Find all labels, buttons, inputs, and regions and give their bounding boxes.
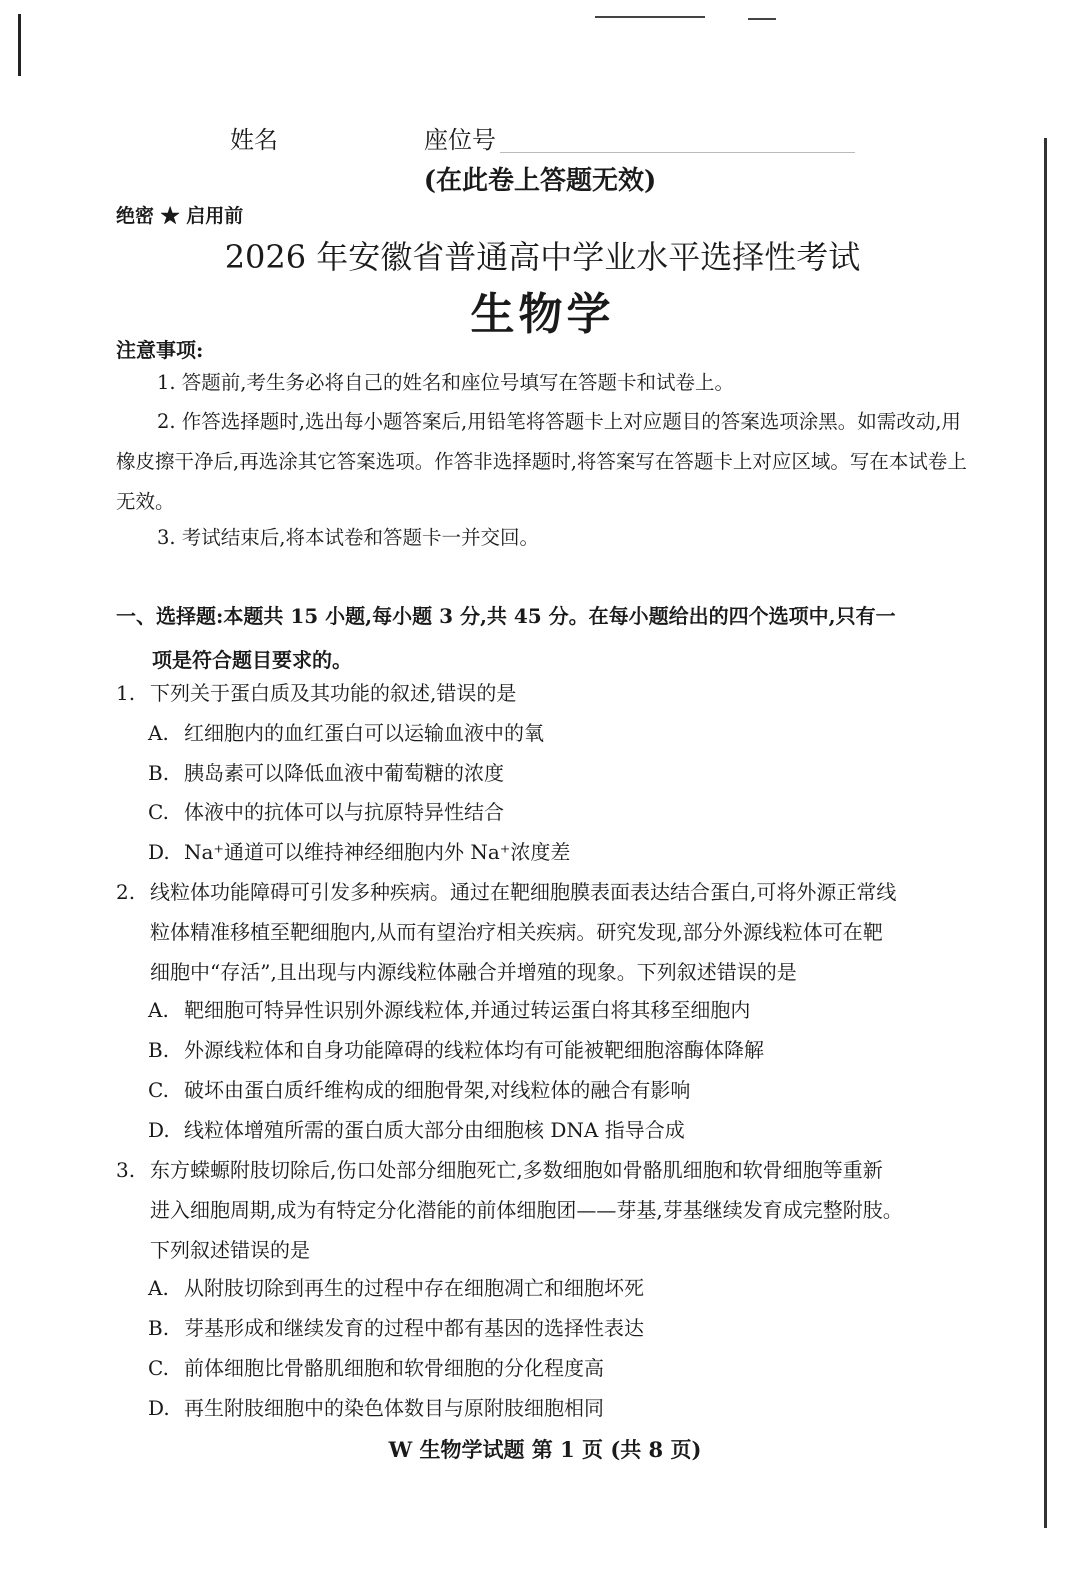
question-stem: [116, 673, 978, 713]
answer-option: [148, 753, 504, 793]
option-letter: A.: [148, 998, 169, 1022]
scan-edge-line: [1044, 138, 1047, 1528]
option-text: Na⁺通道可以维持神经细胞内外 Na⁺浓度差: [184, 840, 571, 864]
answer-option: [148, 832, 570, 872]
answer-option: [148, 1388, 604, 1428]
option-letter: D.: [148, 840, 170, 864]
page-footer: W 生物学试题 第 1 页 (共 8 页): [388, 1437, 702, 1462]
answer-option: [148, 1268, 644, 1308]
notice-heading: 注意事项:: [116, 338, 204, 362]
question-number: 1.: [116, 681, 136, 705]
question-text: 下列叙述错误的是: [150, 1238, 310, 1262]
section-heading-line: 一、选择题:本题共 15 小题,每小题 3 分,共 45 分。在每小题给出的四个选项中,只有一: [116, 604, 896, 628]
option-text: 芽基形成和继续发育的过程中都有基因的选择性表达: [184, 1316, 644, 1340]
notice-item: 2. 作答选择题时,选出每小题答案后,用铅笔将答题卡上对应题目的答案选项涂黑。如需改动,用橡皮擦干净后,再选涂其它答案选项。作答非选择题时,将答案写在答题卡上对应区域。写在本试卷上无效。: [116, 410, 967, 513]
option-letter: C.: [148, 800, 169, 824]
option-letter: C.: [148, 1356, 169, 1380]
subject-title: 生物学: [470, 289, 615, 340]
question-text: 细胞中“存活”,且出现与内源线粒体融合并增殖的现象。下列叙述错误的是: [150, 960, 797, 984]
question-number: 3.: [116, 1158, 136, 1182]
invalid-answer-note: (在此卷上答题无效): [423, 166, 657, 196]
option-letter: A.: [148, 721, 169, 745]
option-text: 胰岛素可以降低血液中葡萄糖的浓度: [184, 761, 504, 785]
option-letter: D.: [148, 1396, 170, 1420]
section-heading-line: 项是符合题目要求的。: [152, 648, 352, 672]
question-stem: [116, 872, 978, 992]
scan-edge-mark: [18, 14, 21, 76]
answer-option: [148, 1070, 690, 1110]
notice-item: 1. 答题前,考生务必将自己的姓名和座位号填写在答题卡和试卷上。: [157, 371, 735, 394]
exam-title: 2026 年安徽省普通高中学业水平选择性考试: [224, 238, 861, 276]
option-text: 外源线粒体和自身功能障碍的线粒体均有可能被靶细胞溶酶体降解: [184, 1038, 764, 1062]
option-text: 线粒体增殖所需的蛋白质大部分由细胞核 DNA 指导合成: [184, 1118, 685, 1142]
question-text: 线粒体功能障碍可引发多种疾病。通过在靶细胞膜表面表达结合蛋白,可将外源正常线: [150, 880, 897, 904]
option-text: 靶细胞可特异性识别外源线粒体,并通过转运蛋白将其移至细胞内: [184, 998, 751, 1022]
question-number: 2.: [116, 880, 136, 904]
name-label: 姓名: [230, 126, 278, 154]
option-text: 前体细胞比骨骼肌细胞和软骨细胞的分化程度高: [184, 1356, 604, 1380]
option-letter: B.: [148, 1316, 170, 1340]
scan-edge-mark: [748, 18, 776, 20]
answer-option: [148, 1030, 764, 1070]
option-text: 再生附肢细胞中的染色体数目与原附肢细胞相同: [184, 1396, 604, 1420]
option-text: 破坏由蛋白质纤维构成的细胞骨架,对线粒体的融合有影响: [184, 1078, 691, 1102]
option-letter: B.: [148, 1038, 170, 1062]
question-stem: [116, 1150, 978, 1270]
answer-option: [148, 990, 750, 1030]
option-text: 体液中的抗体可以与抗原特异性结合: [184, 800, 504, 824]
answer-option: [148, 713, 544, 753]
question-text: 下列关于蛋白质及其功能的叙述,错误的是: [150, 681, 517, 705]
question-text: 进入细胞周期,成为有特定分化潜能的前体细胞团——芽基,芽基继续发育成完整附肢。: [150, 1198, 903, 1222]
fill-in-line: [500, 152, 855, 153]
confidential-mark: 绝密 ★ 启用前: [116, 205, 244, 227]
option-letter: D.: [148, 1118, 170, 1142]
option-text: 从附肢切除到再生的过程中存在细胞凋亡和细胞坏死: [184, 1276, 644, 1300]
answer-option: [148, 1348, 604, 1388]
option-letter: A.: [148, 1276, 169, 1300]
answer-option: [148, 792, 504, 832]
answer-option: [148, 1110, 685, 1150]
scan-edge-mark: [595, 16, 705, 18]
section-heading: [116, 594, 976, 682]
notice-item: 3. 考试结束后,将本试卷和答题卡一并交回。: [157, 526, 540, 549]
option-letter: C.: [148, 1078, 169, 1102]
option-text: 红细胞内的血红蛋白可以运输血液中的氧: [184, 721, 544, 745]
answer-option: [148, 1308, 644, 1348]
question-text: 粒体精准移植至靶细胞内,从而有望治疗相关疾病。研究发现,部分外源线粒体可在靶: [150, 920, 883, 944]
question-text: 东方蝾螈附肢切除后,伤口处部分细胞死亡,多数细胞如骨骼肌细胞和软骨细胞等重新: [150, 1158, 883, 1182]
seat-number-label: 座位号: [424, 126, 496, 154]
option-letter: B.: [148, 761, 170, 785]
